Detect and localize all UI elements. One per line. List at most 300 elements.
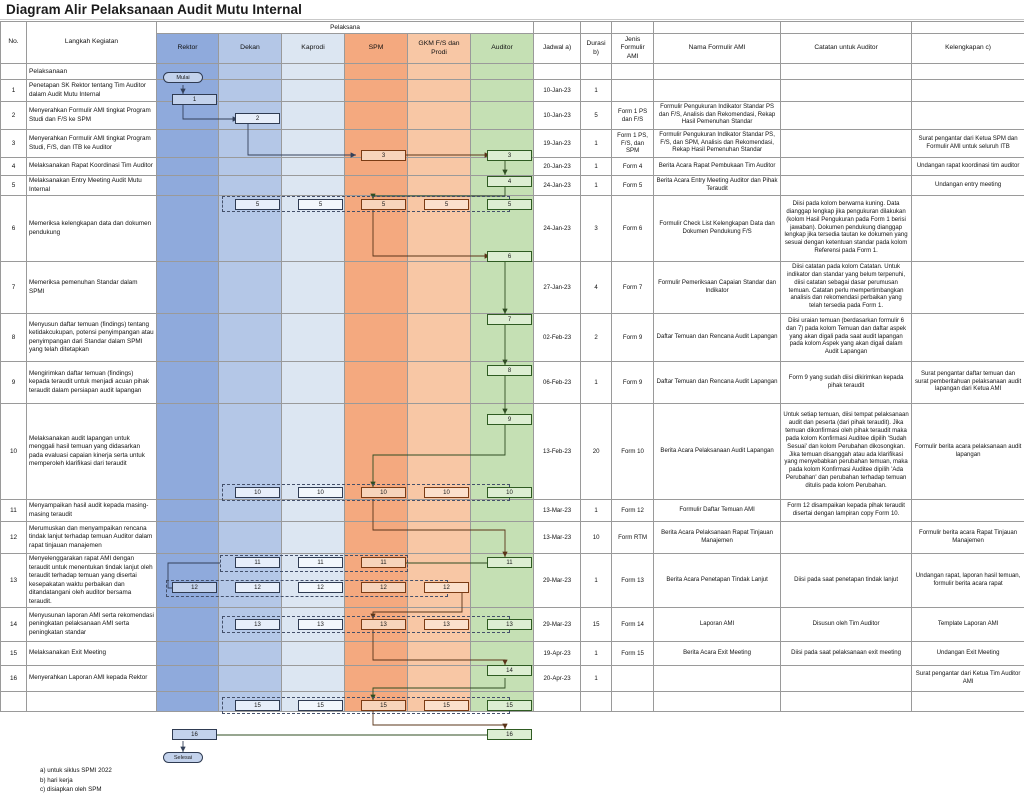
row-lane-kaprodi [282, 608, 345, 642]
row-lane-gkm-fs-dan-prodi [408, 554, 471, 608]
lane-header-auditor: Auditor [471, 34, 534, 64]
row-lane-spm [345, 130, 408, 158]
trailing-blank-2 [612, 692, 654, 712]
row-jadwal: 24-Jan-23 [534, 196, 581, 262]
row-no: 10 [1, 404, 27, 500]
row-step: Melaksanakan audit lapangan untuk menggali hasil temuan yang didasarkan pada evaluasi capaian kinerja serta untuk memperoleh klarifikasi dari teraudit [27, 404, 157, 500]
row-lane-dekan [219, 608, 282, 642]
section-no [1, 64, 27, 80]
row-lane-gkm-fs-dan-prodi [408, 262, 471, 314]
flow-node: 12 [235, 582, 280, 593]
row-lane-dekan [219, 666, 282, 692]
row-lane-kaprodi [282, 362, 345, 404]
flow-node: 6 [487, 251, 532, 262]
row-no: 13 [1, 554, 27, 608]
section-label: Pelaksanaan [27, 64, 157, 80]
flow-node: 16 [172, 729, 217, 740]
row-jenis-formulir [612, 666, 654, 692]
trailing-lane-gkm-fs-dan-prodi [408, 692, 471, 712]
row-catatan-auditor: Untuk setiap temuan, diisi tempat pelaksanaan audit dan peserta (dari pihak teraudit). Jika temuan dikonfirmasi oleh pihak teraudit maka pada kolom Konfirmasi Auditee dipilih 'Sudah Sesuai' dan kolom Perubahan dikosongkan. Jika temuan disanggah atau ada klarifikasi yang menyebabkan perubahan temuan, maka pada kolom Konfirmasi Auditee dipilih 'Ada Perubahan' dan perubahan terhadap temuan ditulis pada kolom Perubahan. [781, 404, 912, 500]
row-step: Merumuskan dan menyampaikan rencana tindak lanjut terhadap temuan Auditor dalam rapat tinjauan manajemen [27, 522, 157, 554]
row-no: 2 [1, 102, 27, 130]
row-step: Memeriksa kelengkapan data dan dokumen pendukung [27, 196, 157, 262]
row-lane-kaprodi [282, 404, 345, 500]
row-step: Menyerahkan Laporan AMI kepada Rektor [27, 666, 157, 692]
row-jenis-formulir: Form 9 [612, 362, 654, 404]
header-spacer-jadwal [534, 22, 581, 34]
flow-node: 3 [361, 150, 406, 161]
row-kelengkapan [912, 102, 1024, 130]
row-lane-spm [345, 262, 408, 314]
row-lane-spm [345, 404, 408, 500]
footnote: c) disiapkan oleh SPM [40, 786, 102, 794]
row-lane-gkm-fs-dan-prodi [408, 80, 471, 102]
row-nama-formulir: Daftar Temuan dan Rencana Audit Lapangan [654, 314, 781, 362]
row-lane-spm [345, 80, 408, 102]
lane-header-gkm-fs-dan-prodi: GKM F/S dan Prodi [408, 34, 471, 64]
table-row-trailing [1, 692, 1024, 712]
flow-node: 12 [298, 582, 343, 593]
row-jenis-formulir: Form 14 [612, 608, 654, 642]
row-lane-auditor [471, 158, 534, 176]
row-no: 1 [1, 80, 27, 102]
row-lane-rektor [157, 158, 219, 176]
flow-node: 2 [235, 113, 280, 124]
row-lane-kaprodi [282, 522, 345, 554]
flowchart-table-wrapper [0, 21, 1024, 758]
row-kelengkapan [912, 80, 1024, 102]
row-nama-formulir: Formulir Check List Kelengkapan Data dan Dokumen Pendukung F/S [654, 196, 781, 262]
table-row [1, 554, 1024, 608]
row-lane-rektor [157, 404, 219, 500]
row-no: 12 [1, 522, 27, 554]
flow-node: 12 [424, 582, 469, 593]
row-step: Memeriksa pemenuhan Standar dalam SPMI [27, 262, 157, 314]
lane-header-rektor: Rektor [157, 34, 219, 64]
row-jenis-formulir: Form 6 [612, 196, 654, 262]
flow-node: 5 [424, 199, 469, 210]
row-lane-gkm-fs-dan-prodi [408, 130, 471, 158]
row-no: 3 [1, 130, 27, 158]
flow-node: 15 [487, 700, 532, 711]
row-lane-dekan [219, 158, 282, 176]
row-jadwal: 24-Jan-23 [534, 176, 581, 196]
trailing-blank-5 [912, 692, 1024, 712]
section-lane-spm [345, 64, 408, 80]
row-jenis-formulir: Form 7 [612, 262, 654, 314]
table-row [1, 176, 1024, 196]
table-row [1, 362, 1024, 404]
row-lane-auditor [471, 80, 534, 102]
row-lane-auditor [471, 522, 534, 554]
row-catatan-auditor [781, 666, 912, 692]
section-row-pelaksanaan [1, 64, 1024, 80]
row-lane-auditor [471, 130, 534, 158]
row-lane-kaprodi [282, 158, 345, 176]
row-kelengkapan: Undangan rapat koordinasi tim auditor [912, 158, 1024, 176]
row-catatan-auditor: Diisi pada saat pelaksanaan exit meeting [781, 642, 912, 666]
row-lane-gkm-fs-dan-prodi [408, 500, 471, 522]
flow-node: 13 [298, 619, 343, 630]
flow-node: 10 [298, 487, 343, 498]
row-lane-gkm-fs-dan-prodi [408, 196, 471, 262]
row-jadwal: 06-Feb-23 [534, 362, 581, 404]
row-jenis-formulir: Form 12 [612, 500, 654, 522]
row-lane-kaprodi [282, 102, 345, 130]
row-step: Melaksanakan Exit Meeting [27, 642, 157, 666]
table-header-row-top [1, 22, 1024, 34]
row-jenis-formulir [612, 80, 654, 102]
row-lane-rektor [157, 80, 219, 102]
row-catatan-auditor: Diisi pada kolom berwarna kuning. Data dianggap lengkap jika pengukuran dilakukan (kolom Hasil Pengukuran pada Form 1 berisi jawaban). Dokumen pendukung dianggap lengkap jika tersedia tautan ke dokumen yang sesuai dengan ketentuan standar pada kolom Referensi pada Form 1. [781, 196, 912, 262]
row-lane-rektor [157, 102, 219, 130]
row-durasi: 15 [581, 608, 612, 642]
row-lane-auditor [471, 554, 534, 608]
row-kelengkapan [912, 314, 1024, 362]
row-nama-formulir: Berita Acara Exit Meeting [654, 642, 781, 666]
header-langkah-kegiatan: Langkah Kegiatan [27, 22, 157, 64]
row-lane-gkm-fs-dan-prodi [408, 176, 471, 196]
flow-node: 14 [487, 665, 532, 676]
flow-node: 7 [487, 314, 532, 325]
flow-node: 12 [361, 582, 406, 593]
row-lane-dekan [219, 522, 282, 554]
row-lane-rektor [157, 608, 219, 642]
row-lane-kaprodi [282, 666, 345, 692]
row-lane-auditor [471, 102, 534, 130]
row-durasi: 1 [581, 500, 612, 522]
flow-node: 11 [361, 557, 406, 568]
row-nama-formulir: Berita Acara Rapat Pembukaan Tim Auditor [654, 158, 781, 176]
row-catatan-auditor: Form 12 disampaikan kepada pihak teraudit disertai dengan lampiran copy Form 10. [781, 500, 912, 522]
row-jenis-formulir: Form 15 [612, 642, 654, 666]
trailing-blank-4 [781, 692, 912, 712]
flow-node: 5 [298, 199, 343, 210]
row-catatan-auditor [781, 130, 912, 158]
row-lane-rektor [157, 130, 219, 158]
row-durasi: 2 [581, 314, 612, 362]
header-spacer-jenis [612, 22, 654, 34]
row-step: Menyampaikan hasil audit kepada masing-masing teraudit [27, 500, 157, 522]
table-row [1, 80, 1024, 102]
table-row [1, 130, 1024, 158]
flow-node: 16 [487, 729, 532, 740]
row-lane-spm [345, 608, 408, 642]
row-step: Melaksanakan Rapat Koordinasi Tim Auditor [27, 158, 157, 176]
flow-node: 11 [235, 557, 280, 568]
lane-header-kaprodi: Kaprodi [282, 34, 345, 64]
row-lane-auditor [471, 500, 534, 522]
row-nama-formulir: Berita Acara Pelaksanaan Audit Lapangan [654, 404, 781, 500]
row-lane-spm [345, 554, 408, 608]
footnotes [40, 766, 112, 795]
row-lane-rektor [157, 196, 219, 262]
section-lane-rektor [157, 64, 219, 80]
row-kelengkapan [912, 500, 1024, 522]
row-catatan-auditor: Diisi catatan pada kolom Catatan. Untuk indikator dan standar yang belum terpenuhi, diisi catatan sebagai dasar perumusan temuan. Catatan perlu mempertimbangkan analisis dan rekomendasi perbaikan yang telah tersedia pada Form 1. [781, 262, 912, 314]
row-lane-spm [345, 362, 408, 404]
row-catatan-auditor: Disusun oleh Tim Auditor [781, 608, 912, 642]
row-lane-auditor [471, 642, 534, 666]
lane-header-dekan: Dekan [219, 34, 282, 64]
row-lane-spm [345, 522, 408, 554]
row-lane-auditor [471, 176, 534, 196]
flow-node: 10 [361, 487, 406, 498]
header-jadwal: Jadwal a) [534, 34, 581, 64]
row-nama-formulir: Berita Acara Penetapan Tindak Lanjut [654, 554, 781, 608]
row-lane-dekan [219, 554, 282, 608]
section-blank-2 [612, 64, 654, 80]
flow-node: 13 [235, 619, 280, 630]
row-kelengkapan: Surat pengantar daftar temuan dan surat pemberitahuan pelaksanaan audit lapangan dari Ketua AMI [912, 362, 1024, 404]
title-divider [0, 19, 1024, 20]
row-step: Penetapan SK Rektor tentang Tim Auditor dalam Audit Mutu Internal [27, 80, 157, 102]
row-catatan-auditor [781, 522, 912, 554]
row-jenis-formulir: Form RTM [612, 522, 654, 554]
row-step: Menyusunan laporan AMI serta rekomendasi peningkatan pelaksanaan AMI serta peningkatan standar [27, 608, 157, 642]
header-spacer-durasi [581, 22, 612, 34]
row-lane-kaprodi [282, 554, 345, 608]
row-lane-rektor [157, 554, 219, 608]
row-durasi: 1 [581, 80, 612, 102]
row-lane-dekan [219, 362, 282, 404]
row-jadwal: 20-Apr-23 [534, 666, 581, 692]
row-jadwal: 29-Mar-23 [534, 608, 581, 642]
row-lane-dekan [219, 642, 282, 666]
section-blank-5 [912, 64, 1024, 80]
row-lane-auditor [471, 666, 534, 692]
section-blank-0 [534, 64, 581, 80]
row-lane-auditor [471, 314, 534, 362]
row-catatan-auditor: Form 9 yang sudah diisi dikirimkan kepada pihak teraudit [781, 362, 912, 404]
flow-node: 13 [361, 619, 406, 630]
flow-node: 5 [487, 199, 532, 210]
table-row [1, 196, 1024, 262]
row-lane-gkm-fs-dan-prodi [408, 158, 471, 176]
row-kelengkapan: Undangan rapat, laporan hasil temuan, formulir berita acara rapat [912, 554, 1024, 608]
terminator-end: Selesai [163, 752, 203, 763]
row-durasi: 10 [581, 522, 612, 554]
table-row [1, 666, 1024, 692]
row-jenis-formulir: Form 1 PS, F/S, dan SPM [612, 130, 654, 158]
header-catatan-auditor: Catatan untuk Auditor [781, 34, 912, 64]
trailing-no [1, 692, 27, 712]
row-jadwal: 10-Jan-23 [534, 102, 581, 130]
row-durasi: 4 [581, 262, 612, 314]
header-pelaksana-group: Pelaksana [157, 22, 534, 34]
row-kelengkapan: Undangan Exit Meeting [912, 642, 1024, 666]
row-lane-gkm-fs-dan-prodi [408, 102, 471, 130]
row-step: Menyerahkan Formulir AMI tingkat Program Studi dan F/S ke SPM [27, 102, 157, 130]
row-durasi: 20 [581, 404, 612, 500]
section-blank-4 [781, 64, 912, 80]
row-step: Menyerahkan Formulir AMI tingkat Program Studi, F/S, dan ITB ke Auditor [27, 130, 157, 158]
row-lane-gkm-fs-dan-prodi [408, 522, 471, 554]
row-lane-kaprodi [282, 130, 345, 158]
table-row [1, 608, 1024, 642]
row-jadwal: 19-Apr-23 [534, 642, 581, 666]
row-kelengkapan: Undangan entry meeting [912, 176, 1024, 196]
row-lane-rektor [157, 642, 219, 666]
row-lane-dekan [219, 314, 282, 362]
row-durasi: 3 [581, 196, 612, 262]
row-step: Mengirimkan daftar temuan (findings) kepada teraudit untuk menjadi acuan pihak teraudit dalam persiapan audit lapangan [27, 362, 157, 404]
row-jadwal: 13-Feb-23 [534, 404, 581, 500]
trailing-lane-auditor [471, 692, 534, 712]
row-jenis-formulir: Form 10 [612, 404, 654, 500]
row-nama-formulir: Formulir Pemeriksaan Capaian Standar dan Indikator [654, 262, 781, 314]
trailing-lane-kaprodi [282, 692, 345, 712]
row-lane-spm [345, 176, 408, 196]
row-no: 5 [1, 176, 27, 196]
row-catatan-auditor [781, 176, 912, 196]
section-blank-1 [581, 64, 612, 80]
trailing-blank-0 [534, 692, 581, 712]
flow-node: 10 [487, 487, 532, 498]
trailing-blank-3 [654, 692, 781, 712]
row-no: 15 [1, 642, 27, 666]
table-row [1, 522, 1024, 554]
header-spacer-nama [654, 22, 781, 34]
row-lane-dekan [219, 80, 282, 102]
header-spacer-catatan [781, 22, 912, 34]
row-nama-formulir: Formulir Pengukuran Indikator Standar PS dan F/S, Analisis dan Rekomendasi, Rekap Hasil Pemenuhan Standar [654, 102, 781, 130]
row-durasi: 1 [581, 362, 612, 404]
header-kelengkapan: Kelengkapan c) [912, 34, 1024, 64]
table-row [1, 404, 1024, 500]
row-catatan-auditor: Diisi pada saat penetapan tindak lanjut [781, 554, 912, 608]
row-lane-auditor [471, 404, 534, 500]
row-lane-kaprodi [282, 80, 345, 102]
row-lane-kaprodi [282, 500, 345, 522]
row-step: Menyusun daftar temuan (findings) tentang ketidakcukupan, potensi penyimpangan atau penyimpangan dari Standar dalam SPMI yang telah ditetapkan [27, 314, 157, 362]
row-lane-spm [345, 314, 408, 362]
flow-node: 15 [424, 700, 469, 711]
row-lane-gkm-fs-dan-prodi [408, 404, 471, 500]
flowchart-table [0, 21, 1024, 712]
row-lane-rektor [157, 522, 219, 554]
row-lane-dekan [219, 130, 282, 158]
row-step: Melaksanakan Entry Meeting Audit Mutu Internal [27, 176, 157, 196]
row-no: 7 [1, 262, 27, 314]
row-lane-spm [345, 500, 408, 522]
row-no: 11 [1, 500, 27, 522]
row-jenis-formulir: Form 13 [612, 554, 654, 608]
row-kelengkapan [912, 196, 1024, 262]
row-jadwal: 19-Jan-23 [534, 130, 581, 158]
row-no: 4 [1, 158, 27, 176]
row-nama-formulir [654, 80, 781, 102]
flow-node: 13 [424, 619, 469, 630]
row-lane-rektor [157, 262, 219, 314]
row-jenis-formulir: Form 4 [612, 158, 654, 176]
row-lane-gkm-fs-dan-prodi [408, 314, 471, 362]
row-lane-kaprodi [282, 642, 345, 666]
flow-node: 15 [235, 700, 280, 711]
row-nama-formulir: Formulir Pengukuran Indikator Standar PS, F/S, dan SPM, Analisis dan Rekomendasi, Rekap Hasil Pemenuhan Standar [654, 130, 781, 158]
flow-node: 15 [361, 700, 406, 711]
row-lane-rektor [157, 314, 219, 362]
row-jenis-formulir: Form 1 PS dan F/S [612, 102, 654, 130]
section-lane-dekan [219, 64, 282, 80]
flow-node: 9 [487, 414, 532, 425]
row-kelengkapan: Template Laporan AMI [912, 608, 1024, 642]
row-nama-formulir: Berita Acara Pelaksanaan Rapat Tinjauan Manajemen [654, 522, 781, 554]
row-durasi: 1 [581, 642, 612, 666]
row-lane-rektor [157, 176, 219, 196]
row-nama-formulir: Berita Acara Entry Meeting Auditor dan Pihak Teraudit [654, 176, 781, 196]
row-lane-dekan [219, 196, 282, 262]
flow-node: 3 [487, 150, 532, 161]
footnote: a) untuk siklus SPMI 2022 [40, 767, 112, 774]
row-lane-auditor [471, 608, 534, 642]
row-lane-kaprodi [282, 176, 345, 196]
row-lane-spm [345, 666, 408, 692]
row-durasi: 1 [581, 554, 612, 608]
row-kelengkapan: Surat pengantar dari Ketua SPM dan Formulir AMI untuk seluruh ITB [912, 130, 1024, 158]
header-jenis-formulir: Jenis Formulir AMI [612, 34, 654, 64]
row-kelengkapan: Formulir berita acara Rapat Tinjauan Manajemen [912, 522, 1024, 554]
row-durasi: 1 [581, 666, 612, 692]
page-title: Diagram Alir Pelaksanaan Audit Mutu Internal [6, 2, 302, 17]
row-kelengkapan [912, 262, 1024, 314]
row-no: 6 [1, 196, 27, 262]
row-catatan-auditor [781, 102, 912, 130]
header-nama-formulir: Nama Formulir AMI [654, 34, 781, 64]
lane-header-spm: SPM [345, 34, 408, 64]
row-jadwal: 29-Mar-23 [534, 554, 581, 608]
row-lane-dekan [219, 176, 282, 196]
row-no: 16 [1, 666, 27, 692]
table-row [1, 262, 1024, 314]
row-jadwal: 10-Jan-23 [534, 80, 581, 102]
flow-node: 13 [487, 619, 532, 630]
flow-node: 8 [487, 365, 532, 376]
row-no: 14 [1, 608, 27, 642]
row-catatan-auditor [781, 80, 912, 102]
row-lane-rektor [157, 500, 219, 522]
section-lane-auditor [471, 64, 534, 80]
row-lane-dekan [219, 102, 282, 130]
row-nama-formulir [654, 666, 781, 692]
flow-node: 11 [487, 557, 532, 568]
header-durasi: Durasi b) [581, 34, 612, 64]
flow-node: 5 [235, 199, 280, 210]
row-jadwal: 27-Jan-23 [534, 262, 581, 314]
section-lane-gkm-fs-dan-prodi [408, 64, 471, 80]
row-lane-kaprodi [282, 262, 345, 314]
footnote: b) hari kerja [40, 776, 73, 784]
row-no: 9 [1, 362, 27, 404]
terminator-start: Mulai [163, 72, 203, 83]
flow-node: 15 [298, 700, 343, 711]
row-jenis-formulir: Form 5 [612, 176, 654, 196]
flow-node: 10 [235, 487, 280, 498]
trailing-lane-spm [345, 692, 408, 712]
flow-node: 12 [172, 582, 217, 593]
header-no: No. [1, 22, 27, 64]
row-jadwal: 13-Mar-23 [534, 522, 581, 554]
row-durasi: 1 [581, 130, 612, 158]
row-lane-spm [345, 196, 408, 262]
row-jadwal: 20-Jan-23 [534, 158, 581, 176]
row-lane-spm [345, 102, 408, 130]
row-nama-formulir: Daftar Temuan dan Rencana Audit Lapangan [654, 362, 781, 404]
row-step: Menyelenggarakan rapat AMI dengan teraudit untuk menentukan tindak lanjut oleh teraudit terhadap temuan yang disertai kesepakatan waktu perbaikan dan ditandatangani oleh auditor bersama teraudit. [27, 554, 157, 608]
table-row [1, 500, 1024, 522]
row-lane-gkm-fs-dan-prodi [408, 666, 471, 692]
section-blank-3 [654, 64, 781, 80]
